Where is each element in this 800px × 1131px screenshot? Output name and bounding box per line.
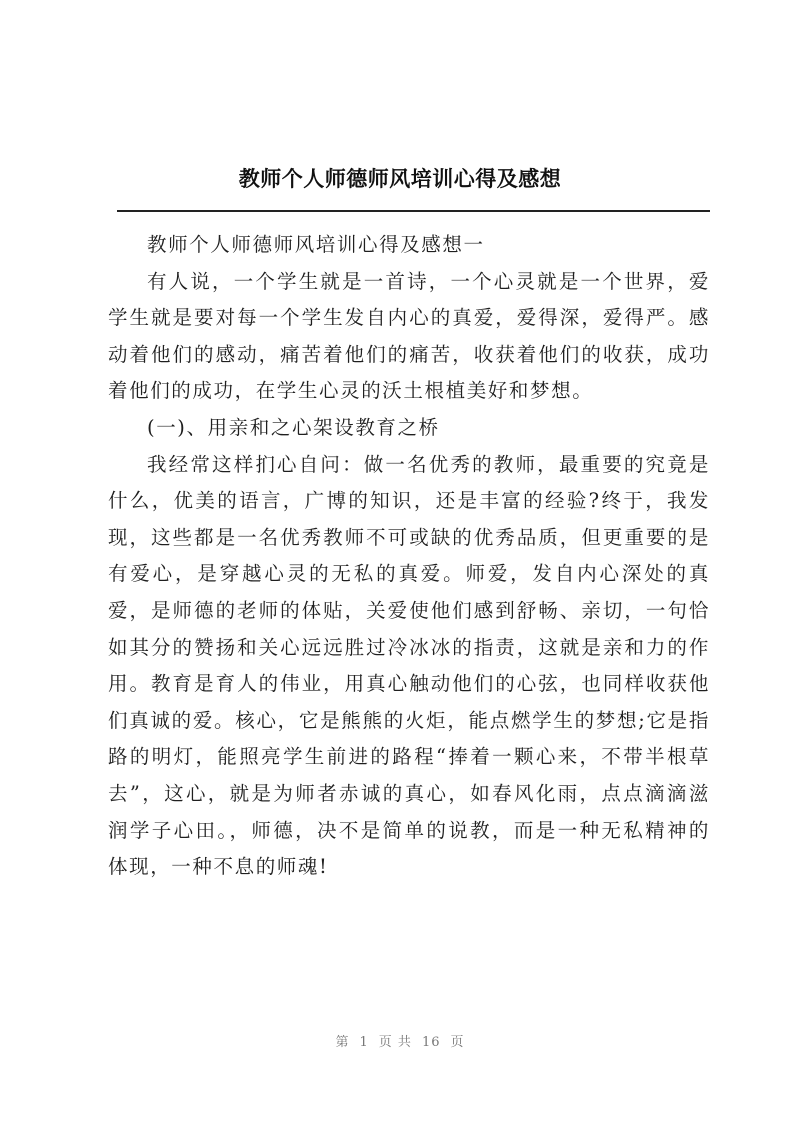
document-title: 教师个人师德师风培训心得及感想 xyxy=(238,166,562,191)
paragraph-main: 我经常这样扪心自问：做一名优秀的教师，最重要的究竟是什么，优美的语言，广博的知识，还是丰富的经验?终于，我发现，这些都是一名优秀教师不可或缺的优秀品质，但更重要的是有爱心，是穿越心灵的无私的真爱。师爱，发自内心深处的真爱，是师德的老师的体贴，关爱使他们感到舒畅、亲切，一句恰如其分的赞扬和关心远远胜过冷冰冰的指责，这就是亲和力的作用。教育是育人的伟业，用真心触动他们的心弦，也同样收获他们真诚的爱。核心，它是熊熊的火炬，能点燃学生的梦想;它是指路的明灯，能照亮学生前进的路程“捧着一颗心来，不带半根草去”，这心，就是为师者赤诚的真心，如春风化雨，点点滴滴滋润学子心田。，师德，决不是简单的说教，而是一种无私精神的体现，一种不息的师魂! xyxy=(108,452,710,879)
title-underline xyxy=(117,210,710,212)
paragraph-intro: 有人说，一个学生就是一首诗，一个心灵就是一个世界，爱学生就是要对每一个学生发自内心的真爱，爱得深，爱得严。感动着他们的感动，痛苦着他们的痛苦，收获着他们的收获，成功着他们的成功，在学生心灵的沃土根植美好和梦想。 xyxy=(108,269,710,403)
footer-current-page: 1 xyxy=(359,1035,369,1050)
document-body xyxy=(108,227,710,886)
footer-prefix: 第 xyxy=(335,1035,350,1050)
footer-total-pages: 16 xyxy=(421,1035,441,1050)
footer-suffix: 页 xyxy=(450,1035,465,1050)
footer-middle: 页 共 xyxy=(378,1035,412,1050)
paragraph-section-heading: 教师个人师德师风培训心得及感想一 xyxy=(147,233,485,256)
paragraph-subheading: (一)、用亲和之心架设教育之桥 xyxy=(147,415,440,439)
page-footer xyxy=(0,1031,800,1050)
